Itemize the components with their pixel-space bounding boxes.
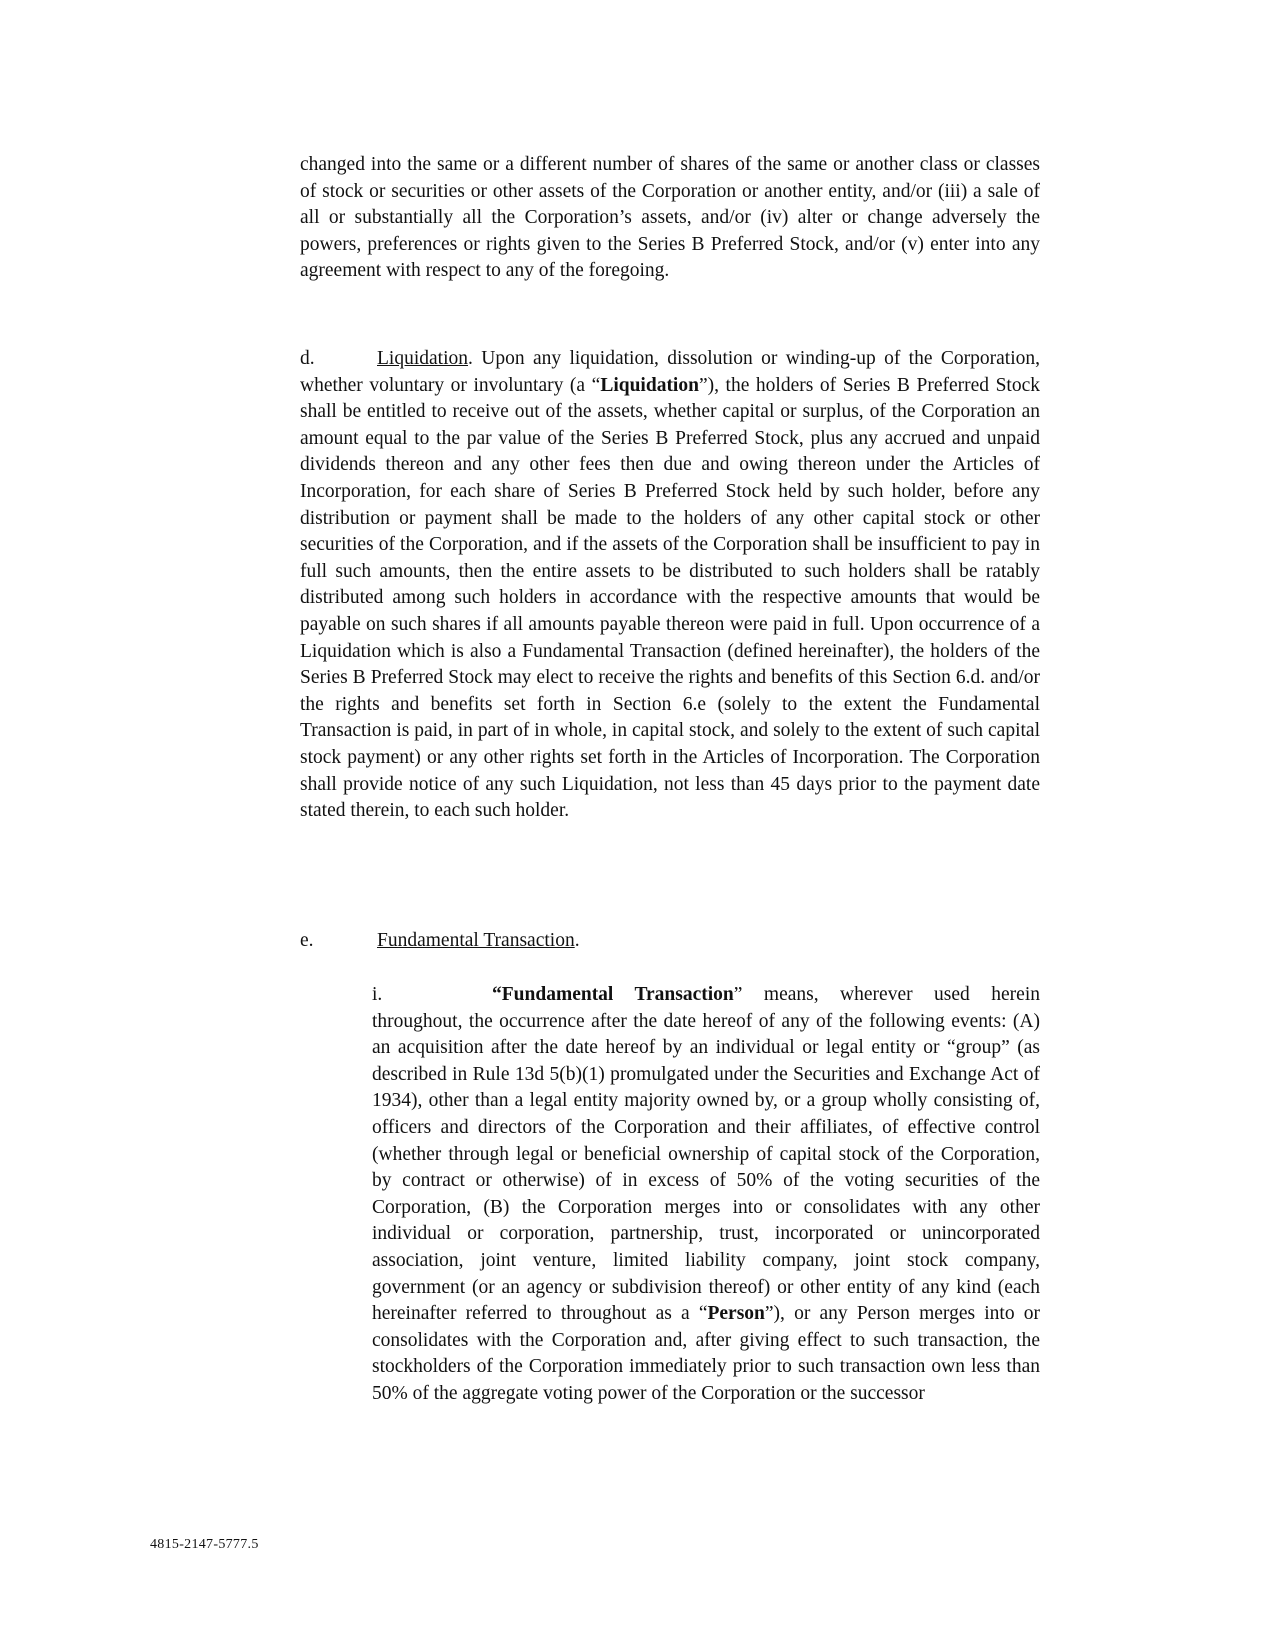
section-d-liquidation (300, 346, 1040, 825)
section-e-i-label: i. (372, 984, 383, 1005)
section-e-heading-line (300, 928, 1040, 955)
section-d-text-2: ”), the holders of Series B Preferred Stock shall be entitled to receive out of the assets, whether capital or surplus, of the Corporation an amount equal to the par value of the Series B Preferred Stock, plus any accrued and unpaid dividends thereon and any other fees then due and owing thereon under the Articles of Incorporation, for each share of Series B Preferred Stock held by such holder, before any distribution or payment shall be made to the holders of any other capital stock or other securities of the Corporation, and if the assets of the Corporation shall be insufficient to pay in full such amounts, then the entire assets to be distributed to such holders shall be ratably distributed among such holders in accordance with the respective amounts that would be payable on such shares if all amounts payable thereon were paid in full. Upon occurrence of a Liquidation which is also a Fundamental Transaction (defined hereinafter), the holders of the Series B Preferred Stock may elect to receive the rights and benefits of this Section 6.d. and/or the rights and benefits set forth in Section 6.e (solely to the extent the Fundamental Transaction is paid, in part of in whole, in capital stock, and solely to the extent of such capital stock payment) or any other rights set forth in the Articles of Incorporation. The Corporation shall provide notice of any such Liquidation, not less than 45 days prior to the payment date stated therein, to each such holder. (300, 374, 1040, 822)
continued-paragraph: changed into the same or a different number of shares of the same or another class or classes of stock or securities or other assets of the Corporation or another entity, and/or (iii) a sale of all or substantially all the Corporation’s assets, and/or (iv) alter or change adversely the powers, preferences or rights given to the Series B Preferred Stock, and/or (v) enter into any agreement with respect to any of the foregoing. (300, 154, 1040, 282)
section-e-heading: Fundamental Transaction (377, 930, 575, 951)
section-e-i-fundamental-transaction (372, 982, 1040, 1408)
liquidation-defined-term: Liquidation (600, 374, 699, 396)
section-e-i-text-2: ”), or any Person merges into or consolidates with the Corporation and, after giving effect to such transaction, the stockholders of the Corporation immediately prior to such transaction own less than 50% of the aggregate voting power of the Corporation or the successor (372, 1303, 1040, 1404)
person-defined-term: Person (707, 1303, 765, 1325)
fundamental-transaction-defined-term: Fundamental Transaction (501, 984, 734, 1005)
section-e-i-open-quote: “ (492, 984, 502, 1005)
section-e-i-text-1: ” means, wherever used herein throughout, the occurrence after the date hereof of any of the following events: (A) an acquisition after the date hereof by an individual or legal entity or “group” (as described in Rule 13d 5(b)(1) promulgated under the Securities and Exchange Act of 1934), other than a legal entity majority owned by, or a group wholly consisting of, officers and directors of the Corporation and their affiliates, of effective control (whether through legal or beneficial ownership of capital stock of the Corporation, by contract or otherwise) of in excess of 50% of the voting securities of the Corporation, (B) the Corporation merges into or consolidates with any other individual or corporation, partnership, trust, incorporated or unincorporated association, joint venture, limited liability company, joint stock company, government (or an agency or subdivision thereof) or other entity of any kind (each hereinafter referred to throughout as a “ (372, 984, 1040, 1325)
section-e-heading-suffix: . (574, 930, 580, 951)
section-d-text-1: . Upon any liquidation, dissolution or winding-up of the Corporation, whether voluntary or involuntary (a “ (300, 348, 1040, 396)
section-d-label: d. (300, 348, 315, 369)
section-d-heading: Liquidation (377, 348, 468, 369)
section-e-label: e. (300, 930, 314, 951)
document-footer-id: 4815-2147-5777.5 (150, 1537, 259, 1552)
